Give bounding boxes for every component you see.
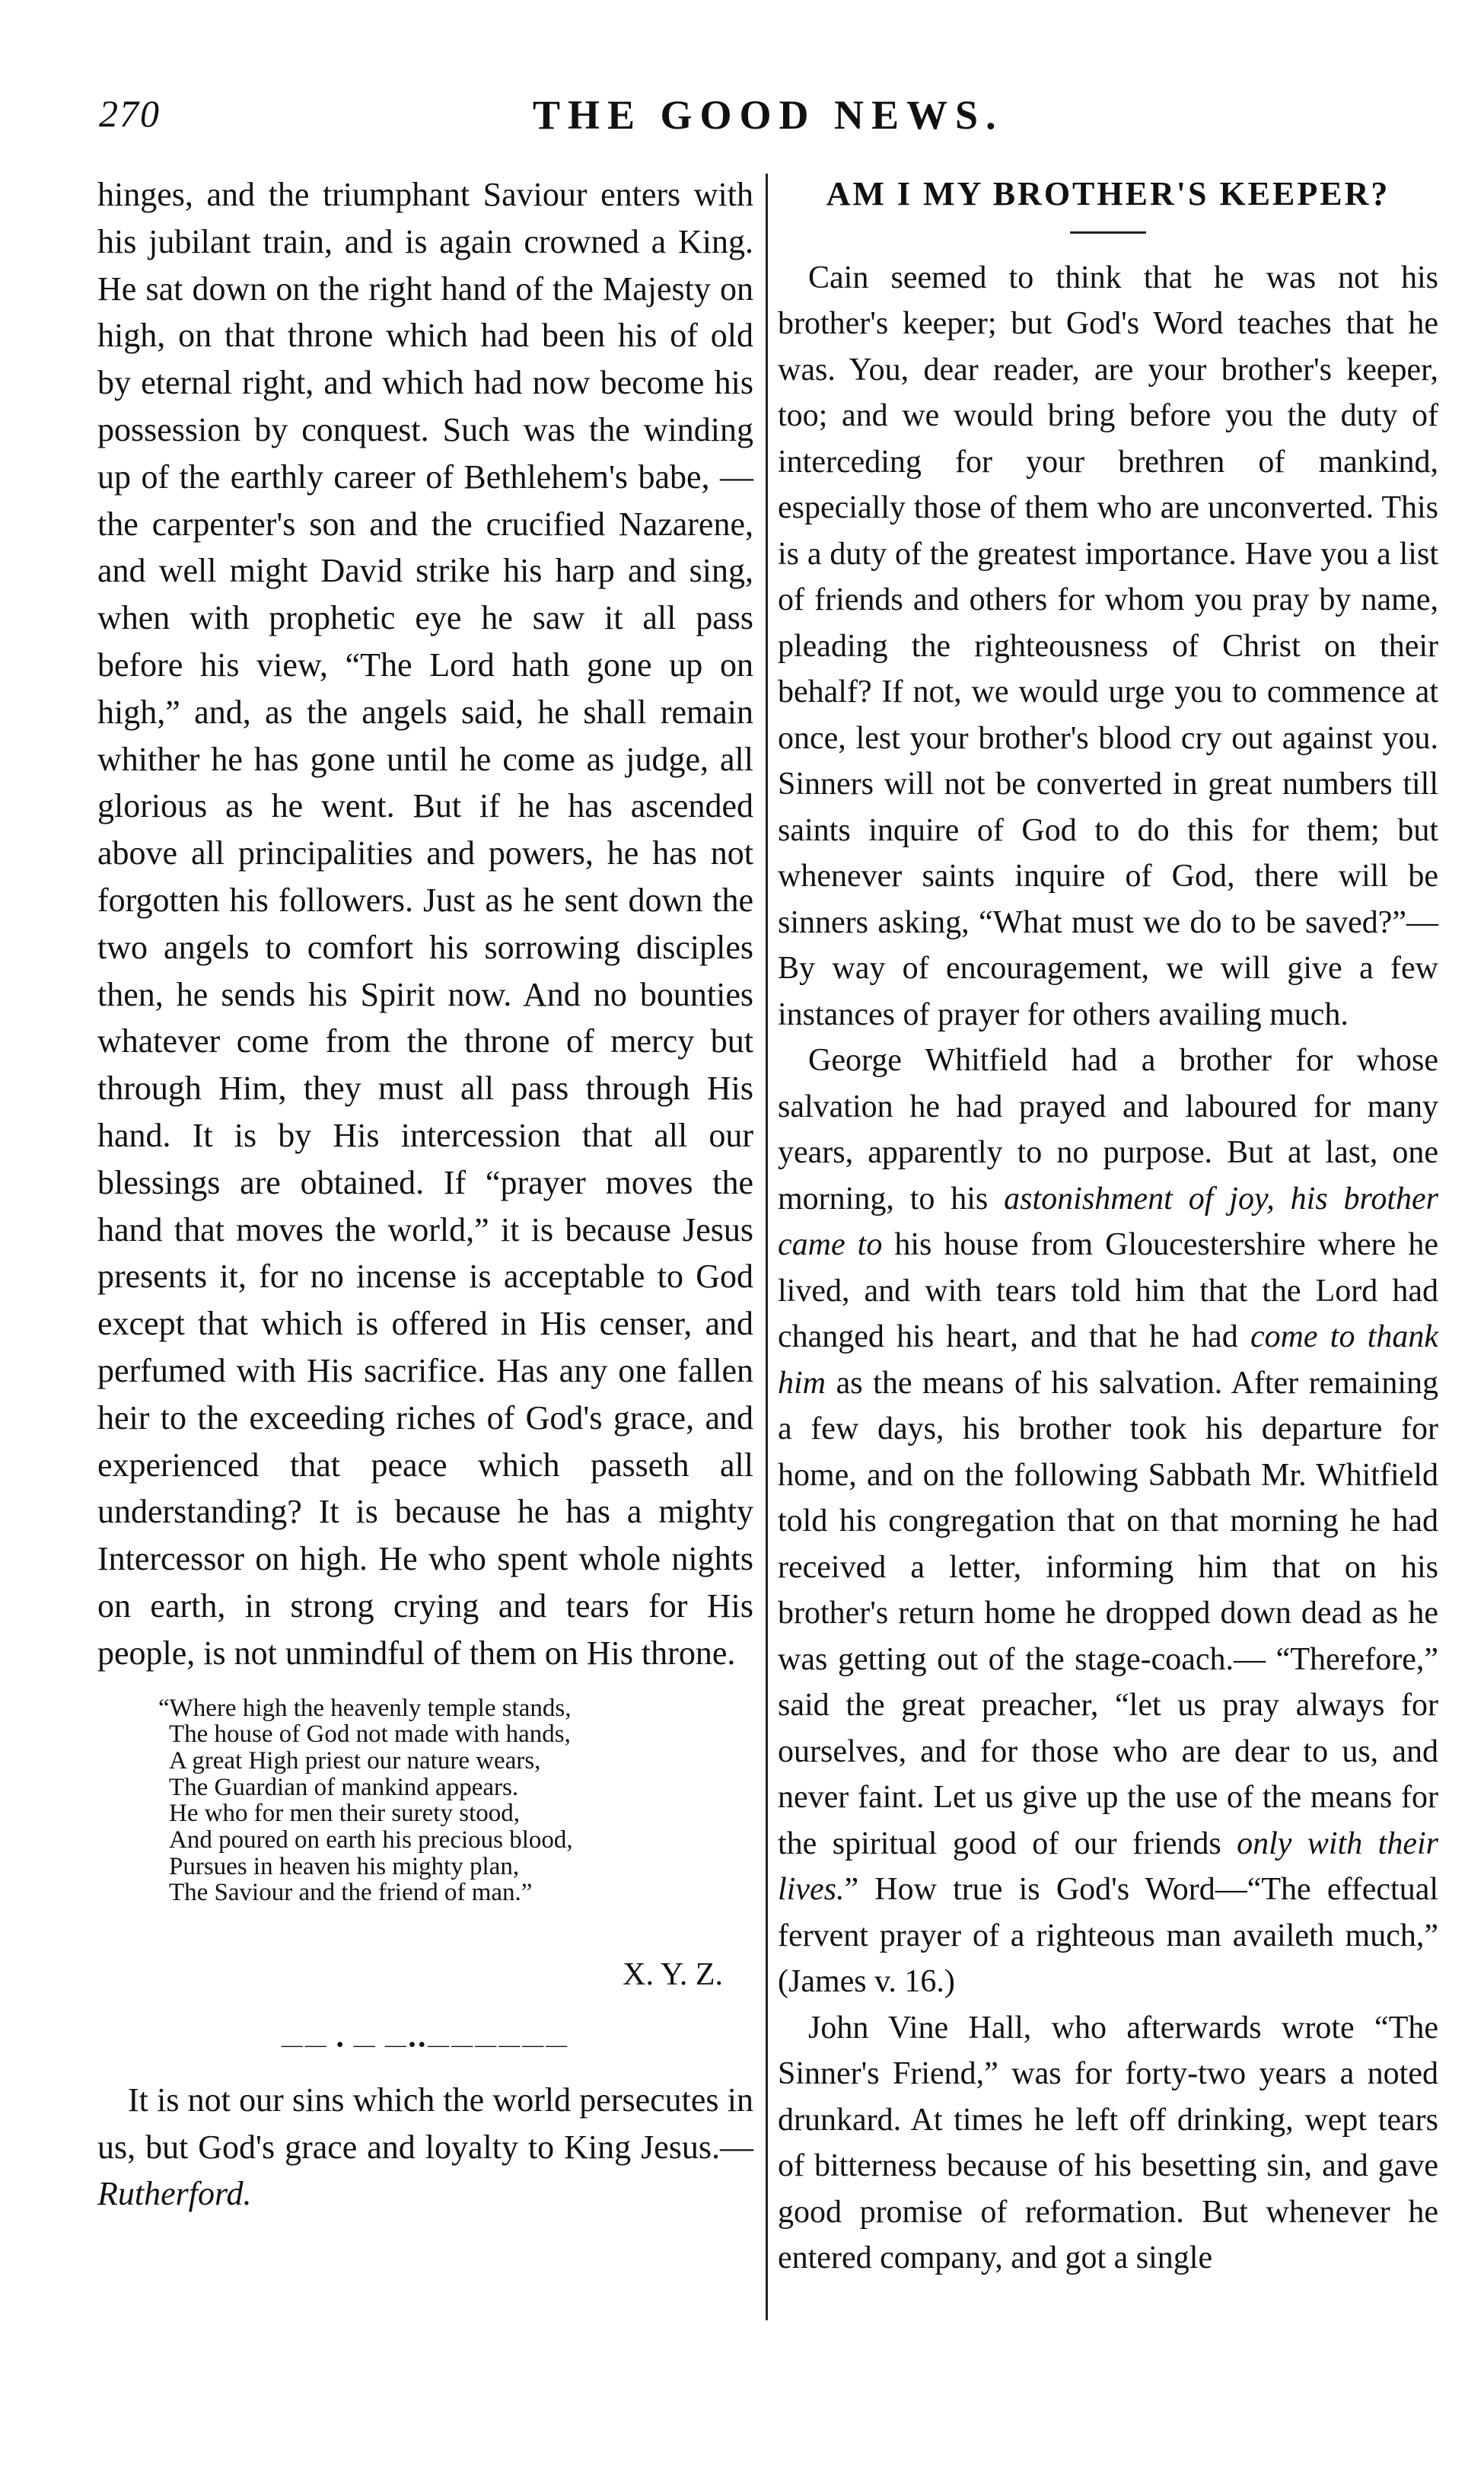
poem-line-7: Pursues in heaven his mighty plan, (169, 1852, 520, 1880)
quote-author: Rutherford. (97, 2175, 252, 2213)
article-title: AM I MY BROTHER'S KEEPER? (826, 175, 1390, 212)
p2-part-b: his house from Gloucestershire where he lived, and with tears told him that the Lord had changed his heart, and that he had (778, 1227, 1438, 1354)
right-paragraph-3: John Vine Hall, who afterwards wrote “The Sinner's Friend,” was for forty-two years a noted drunkard. At times he left off drinking, wept tears of bitterness because of his besetting sin, and gave good promise of reformation. But whenever he entered company, and got a single (778, 2010, 1438, 2275)
page-header (0, 91, 1484, 160)
poem-line-5: He who for men their surety stood, (169, 1800, 520, 1828)
title-rule (1070, 231, 1146, 234)
poem-line-1: “Where high the heavenly temple stands, (158, 1694, 572, 1722)
column-divider (766, 174, 768, 2320)
poem-line-4: The Guardian of mankind appears. (169, 1773, 519, 1801)
quote-text: It is not our sins which the world persecutes in us, but God's grace and loyalty to King Jesus.— (97, 2081, 753, 2166)
left-paragraph-1: hinges, and the triumphant Saviour enters with his jubilant train, and is again crowned a King. He sat down on the right hand of the Majesty on high, on that throne which had been his of old by eternal right, and which had now become his possession by conquest. Such was the winding up of the earthly career of Bethlehem's babe, —the carpenter's son and the crucified Nazarene, and well might David strike his harp and sing, when with prophetic eye he saw it all pass before his view, “The Lord hath gone up on high,” and, as the angels said, he shall remain whither he has gone until he come as judge, all glorious as he went. But if he has ascended above all principalities and powers, he has not forgotten his followers. Just as he sent down the two angels to comfort his sorrowing disciples then, he sends his Spirit now. And no bounties whatever come from the throne of mercy but through Him, they must all pass through His hand. It is by His intercession that all our blessings are obtained. If “prayer moves the hand that moves the world,” it is because Jesus presents it, for no incense is acceptable to God except that which is offered in His censer, and perfumed with His sacrifice. Has any one fallen heir to the exceeding riches of God's grace, and experienced that peace which passeth all understanding? It is because he has a mighty Intercessor on high. He who spent whole nights on earth, in strong crying and tears for His people, is not unmindful of them on His throne. (97, 176, 753, 1672)
rutherford-quote (97, 2077, 753, 2218)
p2-part-c: as the means of his salvation. After remaining a few days, his brother took his departure for home, and on the following Sabbath Mr. Whitfield told his congregation that on that morning he had received a letter, informing him that on his brother's return home he dropped down dead as he was getting out of the stage-coach.— “Therefore,” said the great preacher, “let us pray always for ourselves, and for those who are dear to us, and never faint. Let us give up the use of the means for the spiritual good of our friends (778, 1365, 1438, 1861)
poem-line-2: The house of God not made with hands, (169, 1720, 571, 1749)
p2-italic-3: only with their lives. (778, 1826, 1438, 1907)
ornament-divider: —— • — —••—————— (281, 2033, 570, 2057)
poem-line-3: A great High priest our nature wears, (169, 1746, 541, 1775)
poem (158, 1695, 753, 1907)
poem-line-6: And poured on earth his precious blood, (169, 1826, 573, 1854)
page-number: 270 (99, 92, 161, 135)
right-column (778, 171, 1438, 2282)
left-column (97, 171, 753, 2218)
signature: X. Y. Z. (623, 1957, 723, 1993)
right-paragraph-2 (778, 1038, 1438, 2005)
p2-part-d: ” How true is God's Word—“The effectual fervent prayer of a righteous man availeth much,” (James v. 16.) (778, 1872, 1438, 1999)
p2-italic-2: come to thank him (778, 1319, 1439, 1401)
p2-italic-1: astonishment of joy, his brother came to (778, 1181, 1438, 1262)
poem-line-8: The Saviour and the friend of man.” (169, 1879, 533, 1907)
right-paragraph-1: Cain seemed to think that he was not his brother's keeper; but God's Word teaches that he was. You, dear reader, are your brother's keeper, too; and we would bring before you the duty of interceding for your brethren of mankind, especially those of them who are unconverted. This is a duty of the greatest importance. Have you a list of friends and others for whom you pray by name, pleading the righteousness of Christ on their behalf? If not, we would urge you to commence at once, lest your brother's blood cry out against you. Sinners will not be converted in great numbers till saints inquire of God to do this for them; but whenever saints inquire of God, there will be sinners asking, “What must we do to be saved?”— By way of encouragement, we will give a few instances of prayer for others availing much. (778, 260, 1438, 1032)
p2-part-a: George Whitfield had a brother for whose salvation he had prayed and laboured for many years, apparently to no purpose. But at last, one morning, to his (778, 1043, 1438, 1216)
page-title: THE GOOD NEWS. (533, 92, 1004, 138)
